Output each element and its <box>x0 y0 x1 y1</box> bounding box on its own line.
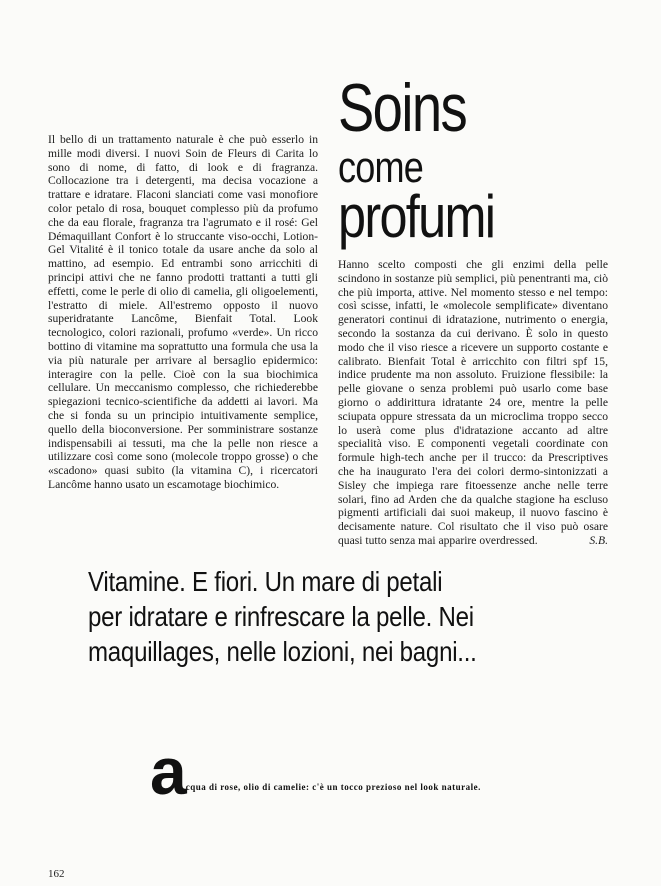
body-column-right <box>338 258 608 548</box>
body-column-left <box>48 133 318 492</box>
title-line-profumi: profumi <box>338 183 495 250</box>
pull-quote-headline <box>88 564 648 669</box>
title-line-come: come <box>338 143 423 192</box>
photo-caption <box>150 734 590 808</box>
article-title <box>338 70 638 250</box>
caption-dropcap: a <box>150 734 185 808</box>
body-text-right-content: Hanno scelto composti che gli enzimi della pelle scindono in sostanze più semplici, più penentranti ma, ciò che più importa, attive. Nel momento stesso e nel tempo: così scisse, infatti, le «molecole semplificate» diventano generatori continui di idratazione, nutrimento o energia, secondo la sostanza da cui derivano. È solo in questo modo che il viso riesce a ricevere un supporto costante e calibrato. Bienfait Total è arricchito con filtri spf 15, indice prudente ma non assoluto. Fruizione flessibile: la pelle giovane o senza problemi può usarlo come base giorno o addirittura idratante 24 ore, mentre la pelle sciupata oppure stressata da un microclima troppo secco lo userà come plus d'idratazione accanto ad altre specialità viso. E componenti vegetali coordinate con formule high-tech anche per il trucco: da Prescriptives che ha inaugurato l'era dei colori dermo-sintonizzati a Sisley che impiega rare fitoessenze anche nelle terre solari, fino ad Arden che da qualche stagione ha escluso pigmenti artificiali dai suoi makeup, il nuovo fascino è decisamente nature. Col risultato che il viso può osare quasi tutto senza mai apparire overdressed. <box>338 258 608 547</box>
headline-line-2: per idratare e rinfrescare la pelle. Nei <box>88 601 474 632</box>
headline-line-1: Vitamine. E fiori. Un mare di petali <box>88 566 443 597</box>
body-text-right <box>338 258 608 548</box>
page-number: 162 <box>48 868 65 880</box>
headline-line-3: maquillages, nelle lozioni, nei bagni... <box>88 636 477 667</box>
author-signature: S.B. <box>589 533 608 547</box>
body-text-left: Il bello di un trattamento naturale è che può esserlo in mille modi diversi. I nuovi Soin de Fleurs di Carita lo sono di nome, di fatto, di look e di fragranza. Collocazione tra i detergenti, ma decisa vocazione a trattare e idratare. Flaconi slanciati come vasi monofiore color petalo di rosa, bouquet complesso più da profumo che da eau florale, fragranza tra l'agrumato e il rosé: Gel Démaquillant Confort è lo struccante viso-occhi, Lotion-Gel Vitalité è il tonico totale da usare anche da solo al mattino, ad esempio. Ed entrambi sono arricchiti di principi attivi che ne fanno prodotti trattanti a tutti gli effetti, come le perle di olio di camelia, gli oligoelementi, l'estratto di miele. All'estremo opposto il nuovo superidratante Lancôme, Bienfait Total. Look tecnologico, colori razionali, profumo «verde». Un ricco bottino di vitamine ma soprattutto una formula che usa la via più naturale per arrivare al bersaglio epidermico: interagire con la pelle. Cioè con la sua biochimica cellulare. Un meccanismo complesso, che richiederebbe spiegazioni tecnico-scientifiche da addetti ai lavori. Ma che si fonda su un principio intuitivamente semplice, quello della bioconversione. Per somministrare sostanze indispensabili ai tessuti, ma che la pelle non riesce a utilizzare così come sono (molecole troppo grosse) o che «scadono» quasi subito (la vitamina C), i ricercatori Lancôme hanno usato un escamotage biochimico. <box>48 133 318 491</box>
title-line-soins: Soins <box>338 70 467 146</box>
caption-text: cqua di rose, olio di camelie: c'è un tocco prezioso nel look naturale. <box>185 782 481 792</box>
